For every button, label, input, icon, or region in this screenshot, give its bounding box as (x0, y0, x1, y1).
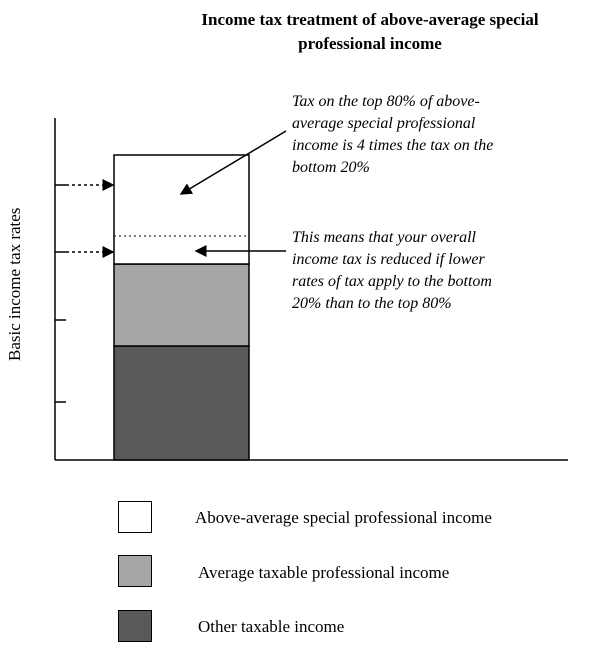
bar-segment-above-average-income (114, 155, 249, 264)
note-reduced-tax: This means that your overall income tax is reduced if lower rates of tax apply to the bottom 20% than to the top 80% (292, 229, 492, 312)
legend-swatch-above-average (118, 501, 152, 533)
legend-label-average: Average taxable professional income (198, 563, 450, 582)
legend-swatch-average (118, 555, 152, 587)
bar-segment-average-income (114, 264, 249, 346)
legend-label-above-average: Above-average special professional income (195, 508, 492, 527)
y-axis-label: Basic income tax rates (5, 207, 24, 361)
bar-segment-other-income (114, 346, 249, 460)
diagram-title: Income tax treatment of above-average special professional income (201, 10, 539, 53)
note-top-80: Tax on the top 80% of above- average special professional income is 4 times the tax on the bottom 20% (292, 93, 494, 176)
legend-swatch-other (118, 610, 152, 642)
legend-label-other: Other taxable income (198, 617, 345, 636)
